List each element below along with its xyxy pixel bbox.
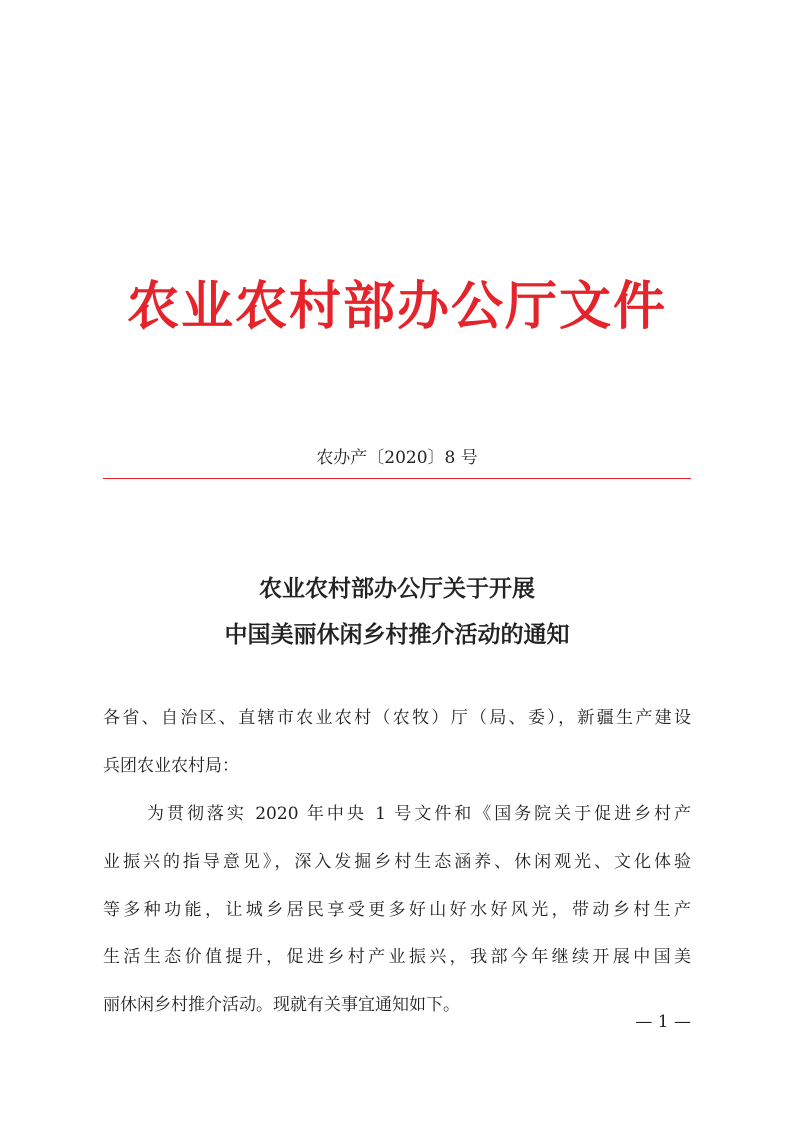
paragraph-line-4: 生活生态价值提升，促进乡村产业振兴，我部今年继续开展中国美 xyxy=(103,947,691,967)
paragraph-line-5: 丽休闲乡村推介活动。现就有关事宜通知如下。 xyxy=(103,995,460,1015)
red-divider-line xyxy=(103,478,691,479)
page-number: — 1 — xyxy=(635,1012,691,1032)
document-number: 农办产〔2020〕8 号 xyxy=(316,448,478,468)
paragraph-line-3: 等多种功能，让城乡居民享受更多好山好水好风光，带动乡村生产 xyxy=(103,900,691,920)
notice-title-line-2: 中国美丽休闲乡村推介活动的通知 xyxy=(224,621,570,648)
salutation-line-2: 兵团农业农村局： xyxy=(103,756,239,776)
salutation-line-1: 各省、自治区、直辖市农业农村（农牧）厅（局、委），新疆生产建设 xyxy=(103,708,691,728)
notice-title-line-1: 农业农村部办公厅关于开展 xyxy=(259,575,535,602)
document-header-title: 农业农村部办公厅文件 xyxy=(126,276,667,337)
paragraph-line-1: 为贯彻落实 2020 年中央 1 号文件和《国务院关于促进乡村产 xyxy=(147,804,691,824)
paragraph-line-2: 业振兴的指导意见》，深入发掘乡村生态涵养、休闲观光、文化体验 xyxy=(103,852,691,872)
